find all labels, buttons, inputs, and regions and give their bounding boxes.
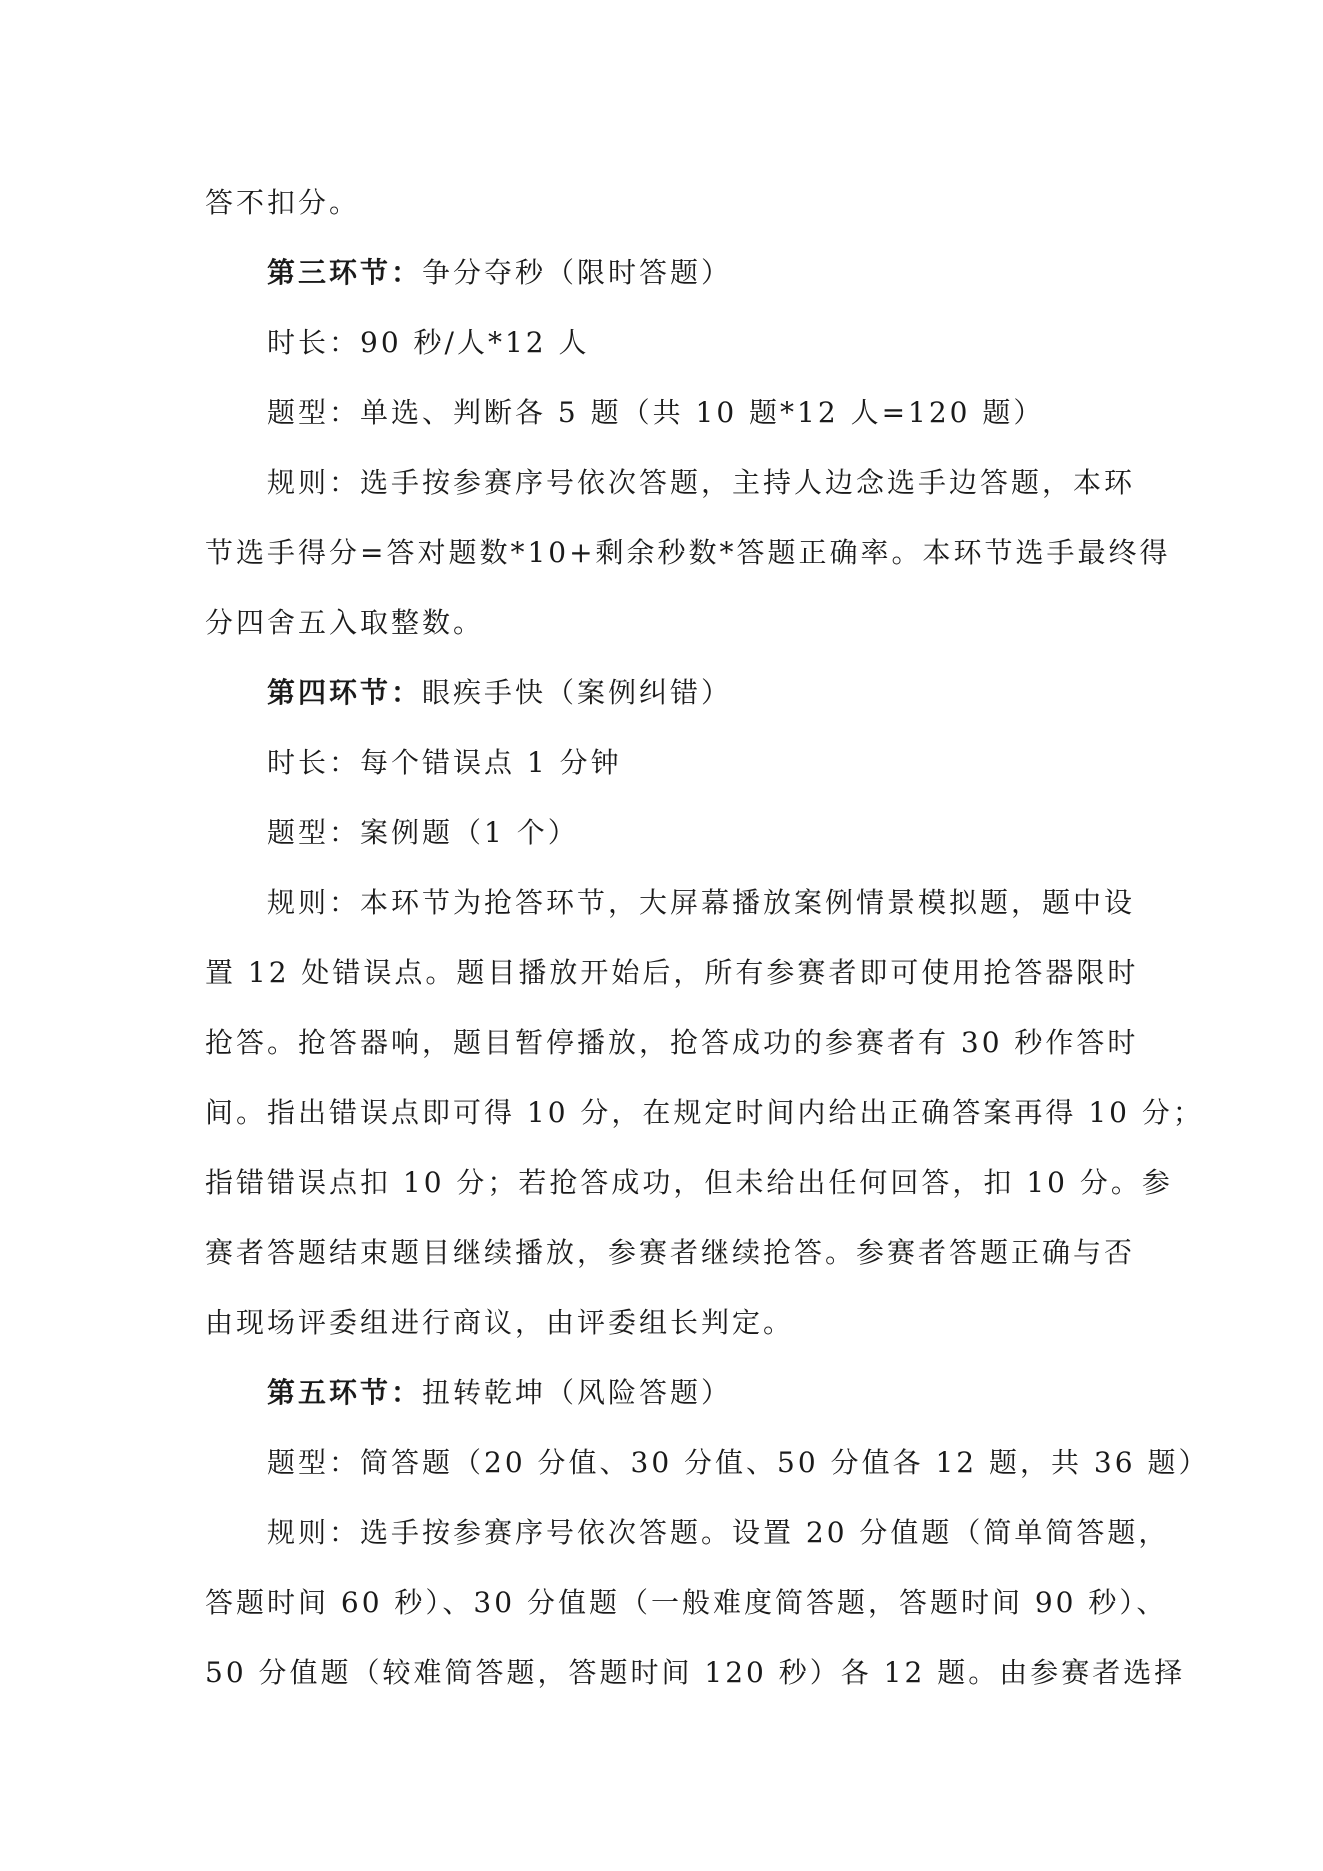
duration-line: 时长：90 秒/人*12 人 bbox=[267, 326, 590, 359]
rules-line: 节选手得分=答对题数*10+剩余秒数*答题正确率。本环节选手最终得 bbox=[205, 536, 1171, 569]
rules-line: 规则：选手按参赛序号依次答题，主持人边念选手边答题，本环 bbox=[267, 466, 1136, 499]
rules-line: 赛者答题结束题目继续播放，参赛者继续抢答。参赛者答题正确与否 bbox=[205, 1236, 1136, 1269]
rules-line: 由现场评委组进行商议，由评委组长判定。 bbox=[205, 1306, 795, 1339]
rules-line: 分四舍五入取整数。 bbox=[205, 606, 485, 639]
paragraph-line: 答不扣分。 bbox=[205, 186, 361, 219]
section-label: 第三环节： bbox=[267, 256, 423, 289]
rules-line: 指错错误点扣 10 分；若抢答成功，但未给出任何回答，扣 10 分。参 bbox=[205, 1166, 1173, 1199]
rules-line: 答题时间 60 秒）、30 分值题（一般难度简答题，答题时间 90 秒）、 bbox=[205, 1586, 1168, 1619]
section-label: 第四环节： bbox=[267, 676, 423, 709]
rules-line: 抢答。抢答器响，题目暂停播放，抢答成功的参赛者有 30 秒作答时 bbox=[205, 1026, 1139, 1059]
question-type-line: 题型：案例题（1 个） bbox=[267, 816, 579, 849]
rules-line: 间。指出错误点即可得 10 分，在规定时间内给出正确答案再得 10 分； bbox=[205, 1096, 1204, 1129]
section-title: 眼疾手快（案例纠错） bbox=[422, 676, 733, 709]
section-heading-round-3 bbox=[205, 238, 1135, 308]
rules-line: 置 12 处错误点。题目播放开始后，所有参赛者即可使用抢答器限时 bbox=[205, 956, 1139, 989]
section-title: 争分夺秒（限时答题） bbox=[422, 256, 733, 289]
document-body bbox=[205, 168, 1210, 1708]
duration-line: 时长：每个错误点 1 分钟 bbox=[267, 746, 622, 779]
question-type-line: 题型：单选、判断各 5 题（共 10 题*12 人=120 题） bbox=[267, 396, 1045, 429]
rules-line: 规则：选手按参赛序号依次答题。设置 20 分值题（简单简答题， bbox=[267, 1516, 1170, 1549]
question-type-line: 题型：简答题（20 分值、30 分值、50 分值各 12 题，共 36 题） bbox=[267, 1446, 1210, 1479]
section-title: 扭转乾坤（风险答题） bbox=[422, 1376, 733, 1409]
section-heading-round-5 bbox=[205, 1358, 1135, 1428]
rules-line: 规则：本环节为抢答环节，大屏幕播放案例情景模拟题，题中设 bbox=[267, 886, 1136, 919]
section-label: 第五环节： bbox=[267, 1376, 423, 1409]
rules-line: 50 分值题（较难简答题，答题时间 120 秒）各 12 题。由参赛者选择 bbox=[205, 1656, 1186, 1689]
section-heading-round-4 bbox=[205, 658, 1135, 728]
